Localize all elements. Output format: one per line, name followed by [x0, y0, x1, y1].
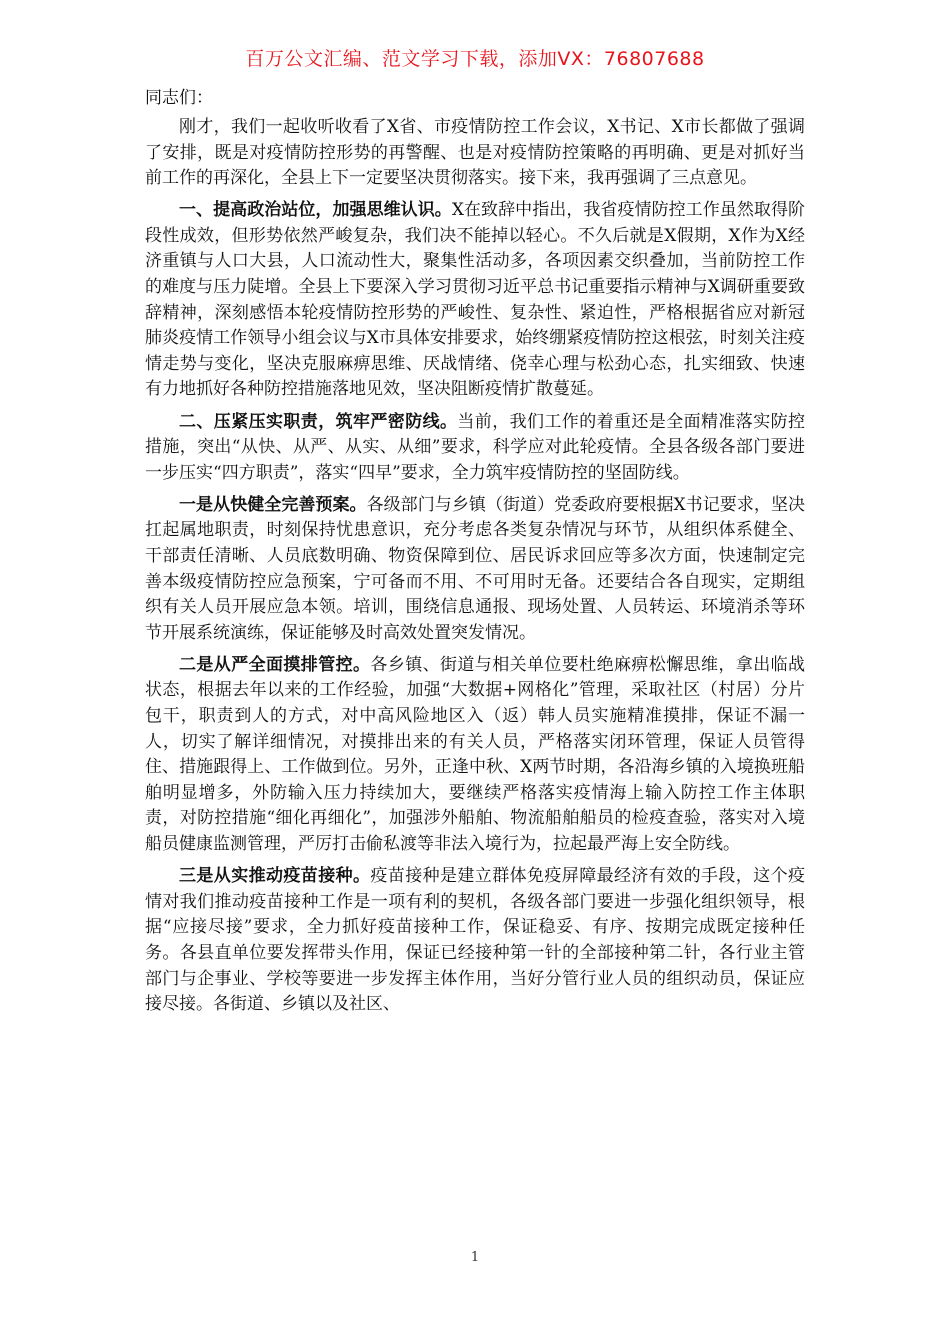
- paragraph-intro: [145, 115, 805, 192]
- paragraph-item-1: [145, 493, 805, 647]
- paragraph-text: X在致辞中指出，我省疫情防控工作虽然取得阶段性成效，但形势依然严峻复杂，我们决不能掉以轻心。不久后就是X假期，X作为X经济重镇与人口大县，人口流动性大，聚集性活动多，各项因素交织叠加，当前防控工作的难度与压力陡增。全县上下要深入学习贯彻习近平总书记重要指示精神与X调研重要致辞精神，深刻感悟本轮疫情防控形势的严峻性、复杂性、紧迫性，严格根据省应对新冠肺炎疫情工作领导小组会议与X市具体安排要求，始终绷紧疫情防控这根弦，时刻关注疫情走势与变化，坚决克服麻痹思维、厌战情绪、侥幸心理与松劲心态，扎实细致、快速有力地抓好各种防控措施落地见效，坚决阻断疫情扩散蔓延。: [145, 200, 805, 400]
- document-body: [145, 86, 805, 1024]
- paragraph-lead: 三是从实推动疫苗接种。: [179, 866, 371, 887]
- paragraph-section-1: [145, 198, 805, 403]
- paragraph-lead: 二、压紧压实职责，筑牢严密防线。: [179, 411, 458, 432]
- paragraph-item-3: [145, 864, 805, 1018]
- paragraph-text: 各乡镇、街道与相关单位要杜绝麻痹松懈思维，拿出临战状态，根据去年以来的工作经验，加强“大数据+网格化”管理，采取社区（村居）分片包干，职责到人的方式，对中高风险地区入（返）韩人员实施精准摸排，保证不漏一人，切实了解详细情况，对摸排出来的有关人员，严格落实闭环管理，保证人员管得住、措施跟得上、工作做到位。另外，正逢中秋、X两节时期，各沿海乡镇的入境换班船舶明显增多，外防输入压力持续加大，要继续严格落实疫情海上输入防控工作主体职责，对防控措施“细化再细化”，加强涉外船舶、物流船舶船员的检疫查验，落实对入境船员健康监测管理，严厉打击偷私渡等非法入境行为，拉起最严海上安全防线。: [145, 654, 806, 855]
- paragraph-text: 当前，我们工作的着重还是全面精准落实防控措施，突出“从快、从严、从实、从细”要求，科学应对此轮疫情。全县各级各部门要进一步压实“四方职责”，落实“四早”要求，全力筑牢疫情防控的坚固防线。: [145, 411, 806, 483]
- paragraph-text: 刚才，我们一起收听收看了X省、市疫情防控工作会议，X书记、X市长都做了强调了安排，既是对疫情防控形势的再警醒、也是对疫情防控策略的再明确、更是对抓好当前工作的再深化，全县上下一定要坚决贯彻落实。接下来，我再强调了三点意见。: [145, 117, 805, 189]
- paragraph-text: 疫苗接种是建立群体免疫屏障最经济有效的手段，这个疫情对我们推动疫苗接种工作是一项有利的契机，各级各部门要进一步强化组织领导，根据“应接尽接”要求，全力抓好疫苗接种工作，保证稳妥、有序、按期完成既定接种任务。各县直单位要发挥带头作用，保证已经接种第一针的全部接种第二针，各行业主管部门与企事业、学校等要进一步发挥主体作用，当好分管行业人员的组织动员，保证应接尽接。各街道、乡镇以及社区、: [145, 866, 806, 1015]
- paragraph-lead: 二是从严全面摸排管控。: [179, 654, 371, 675]
- page-number: 1: [470, 1250, 480, 1265]
- paragraph-item-2: [145, 653, 805, 858]
- paragraph-lead: 一是从快健全完善预案。: [179, 494, 367, 515]
- greeting: 同志们：: [145, 88, 213, 108]
- paragraph-section-2: [145, 410, 805, 487]
- watermark-header: 百万公文汇编、范文学习下载，添加VX：76807688: [245, 48, 705, 70]
- paragraph-text: 各级部门与乡镇（街道）党委政府要根据X书记要求，坚决扛起属地职责，时刻保持忧患意识，充分考虑各类复杂情况与环节，从组织体系健全、干部责任清晰、人员底数明确、物资保障到位、居民诉求回应等多次方面，快速制定完善本级疫情防控应急预案，宁可备而不用、不可用时无备。还要结合各自现实，定期组织有关人员开展应急本领。培训，围绕信息通报、现场处置、人员转运、环境消杀等环节开展系统演练，保证能够及时高效处置突发情况。: [145, 494, 805, 643]
- paragraph-lead: 一、提高政治站位，加强思维认识。: [179, 200, 452, 221]
